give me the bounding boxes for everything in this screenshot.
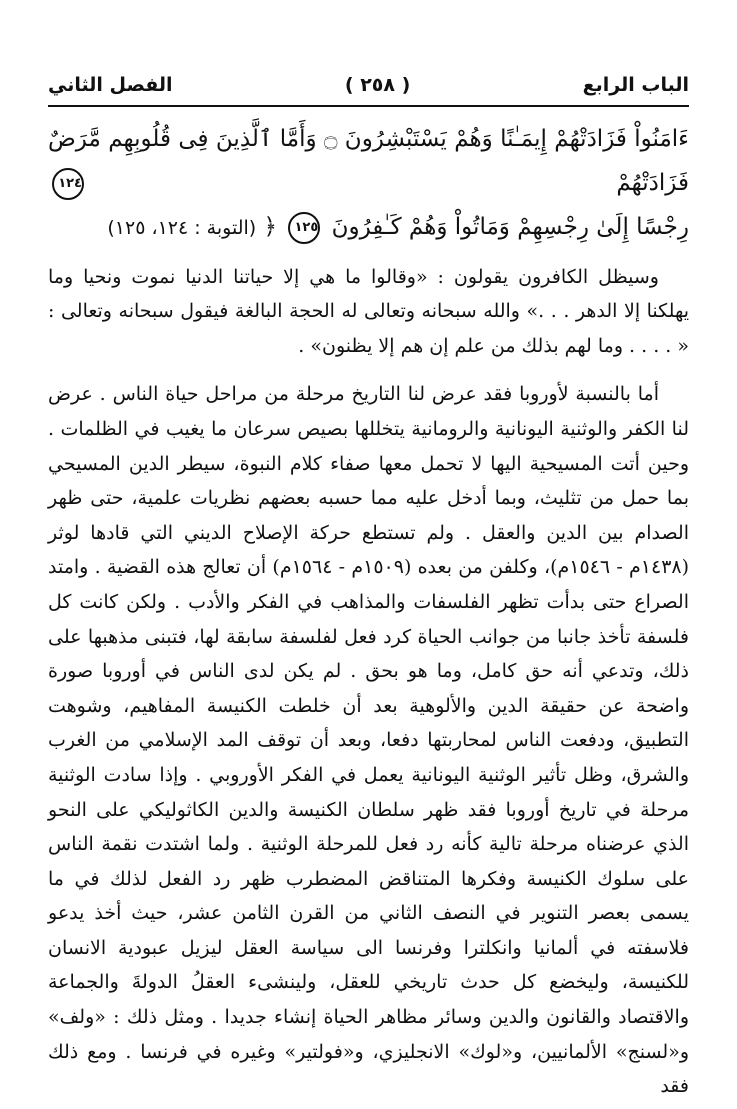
verse-reference: (التوبة : ١٢٤، ١٢٥): [107, 216, 257, 239]
quran-text-1: ءَامَنُواْ فَزَادَتْهُمْ إِيمَـٰنًا وَهُمْ يَسْتَبْشِرُونَ ۝ وَأَمَّا ٱلَّذِينَ فِى قُلُوبِهِم مَّرَضٌ فَزَادَتْهُمْ: [48, 125, 689, 196]
quran-line-1: [48, 117, 689, 205]
quran-line-2: [48, 205, 689, 250]
paragraph-main: أما بالنسبة لأوروبا فقد عرض لنا التاريخ مرحلة من مراحل حياة الناس . عرض لنا الكفر والوثنية اليونانية والرومانية يتخللها بصيص سرعان ما يغيب في الظلمات . وحين أتت المسيحية اليها لا تحمل معها صفاء كلام النبوة، سيطر الدين المسيحي بما حمل من تثليث، وبما أدخل عليه مما حسبه بعضهم نظريات علمية، حتى ظهر الصدام بين الدين والعقل . ولم تستطع حركة الإصلاح الديني التي قادها لوثر (١٤٣٨م - ١٥٤٦م)، وكلفن من بعده (١٥٠٩م - ١٥٦٤م) أن تعالج هذه القضية . وامتد الصراع حتى بدأت تظهر الفلسفات والمذاهب في الفكر والأدب . ولكن كانت كل فلسفة تأخذ جانبا من جوانب الحياة كرد فعل لفلسفة سابقة لها، فتبنى مذهبها على ذلك، وتدعي أنه حق كامل، وما هو بحق . لم يكن لدى الناس في أوروبا صورة واضحة عن حقيقة الدين والألوهية بعد أن خلطت الكنيسة المفاهيم، وشوهت التطبيق، ودفعت الناس لمحاربتها دفعا، وبعد أن توقف المد الإسلامي من الغرب والشرق، وظل تأثير الوثنية اليونانية يعمل في الفكر الأوروبي . وإذا سادت الوثنية مرحلة في تاريخ أوروبا فقد ظهر سلطان الكنيسة والدين الكاثوليكي على النحو الذي عرضناه مرحلة تالية كأنه رد فعل للمرحلة الوثنية . ولما اشتدت نقمة الناس على سلوك الكنيسة وفكرها المتناقض المضطرب ظهر رد الفعل لذلك في ما يسمى بعصر التنوير في النصف الثاني من القرن الثامن عشر، حيث أخذ يدعو فلاسفته في ألمانيا وانكلترا وفرنسا الى سياسة العقل ليزيل عبودية الانسان للكنيسة، وليخضع كل حدث تاريخي للعقل، ولينشىء العقلُ الدولةَ والجماعة والاقتصاد والقانون والدين وسائر مظاهر الحياة إنشاء جديدا . ومثل ذلك : «ولف» و«لسنج» الألمانيين، و«لوك» الانجليزي، و«فولتير» وغيره في فرنسا . ومع ذلك فقد: [48, 383, 690, 1098]
running-header: [48, 72, 689, 99]
ayah-number-marker: ١٢٤: [52, 168, 84, 200]
quran-verse-block: [48, 117, 689, 250]
paragraph-quotation: وسيظل الكافرون يقولون : «وقالوا ما هي إلا حياتنا الدنيا نموت ونحيا وما يهلكنا إلا الدهر . . .» والله سبحانه وتعالى له الحجة البالغة فيقول سبحانه وتعالى : « . . . . وما لهم بذلك من علم إن هم إلا يظنون» .: [48, 265, 689, 357]
ayah-number-marker: ١٢٥: [288, 212, 320, 244]
ornament-icon: ﴿: [263, 213, 277, 240]
quran-text-2: رِجْسًا إِلَىٰ رِجْسِهِمْ وَمَاتُواْ وَهُمْ كَـٰفِرُونَ: [331, 213, 689, 240]
page-number: ( ٢٥٨ ): [344, 74, 411, 96]
chapter-title: الباب الرابع: [582, 74, 689, 96]
paragraph-gap: [48, 363, 689, 377]
header-divider: [48, 105, 689, 107]
section-title: الفصل الثاني: [48, 74, 173, 96]
